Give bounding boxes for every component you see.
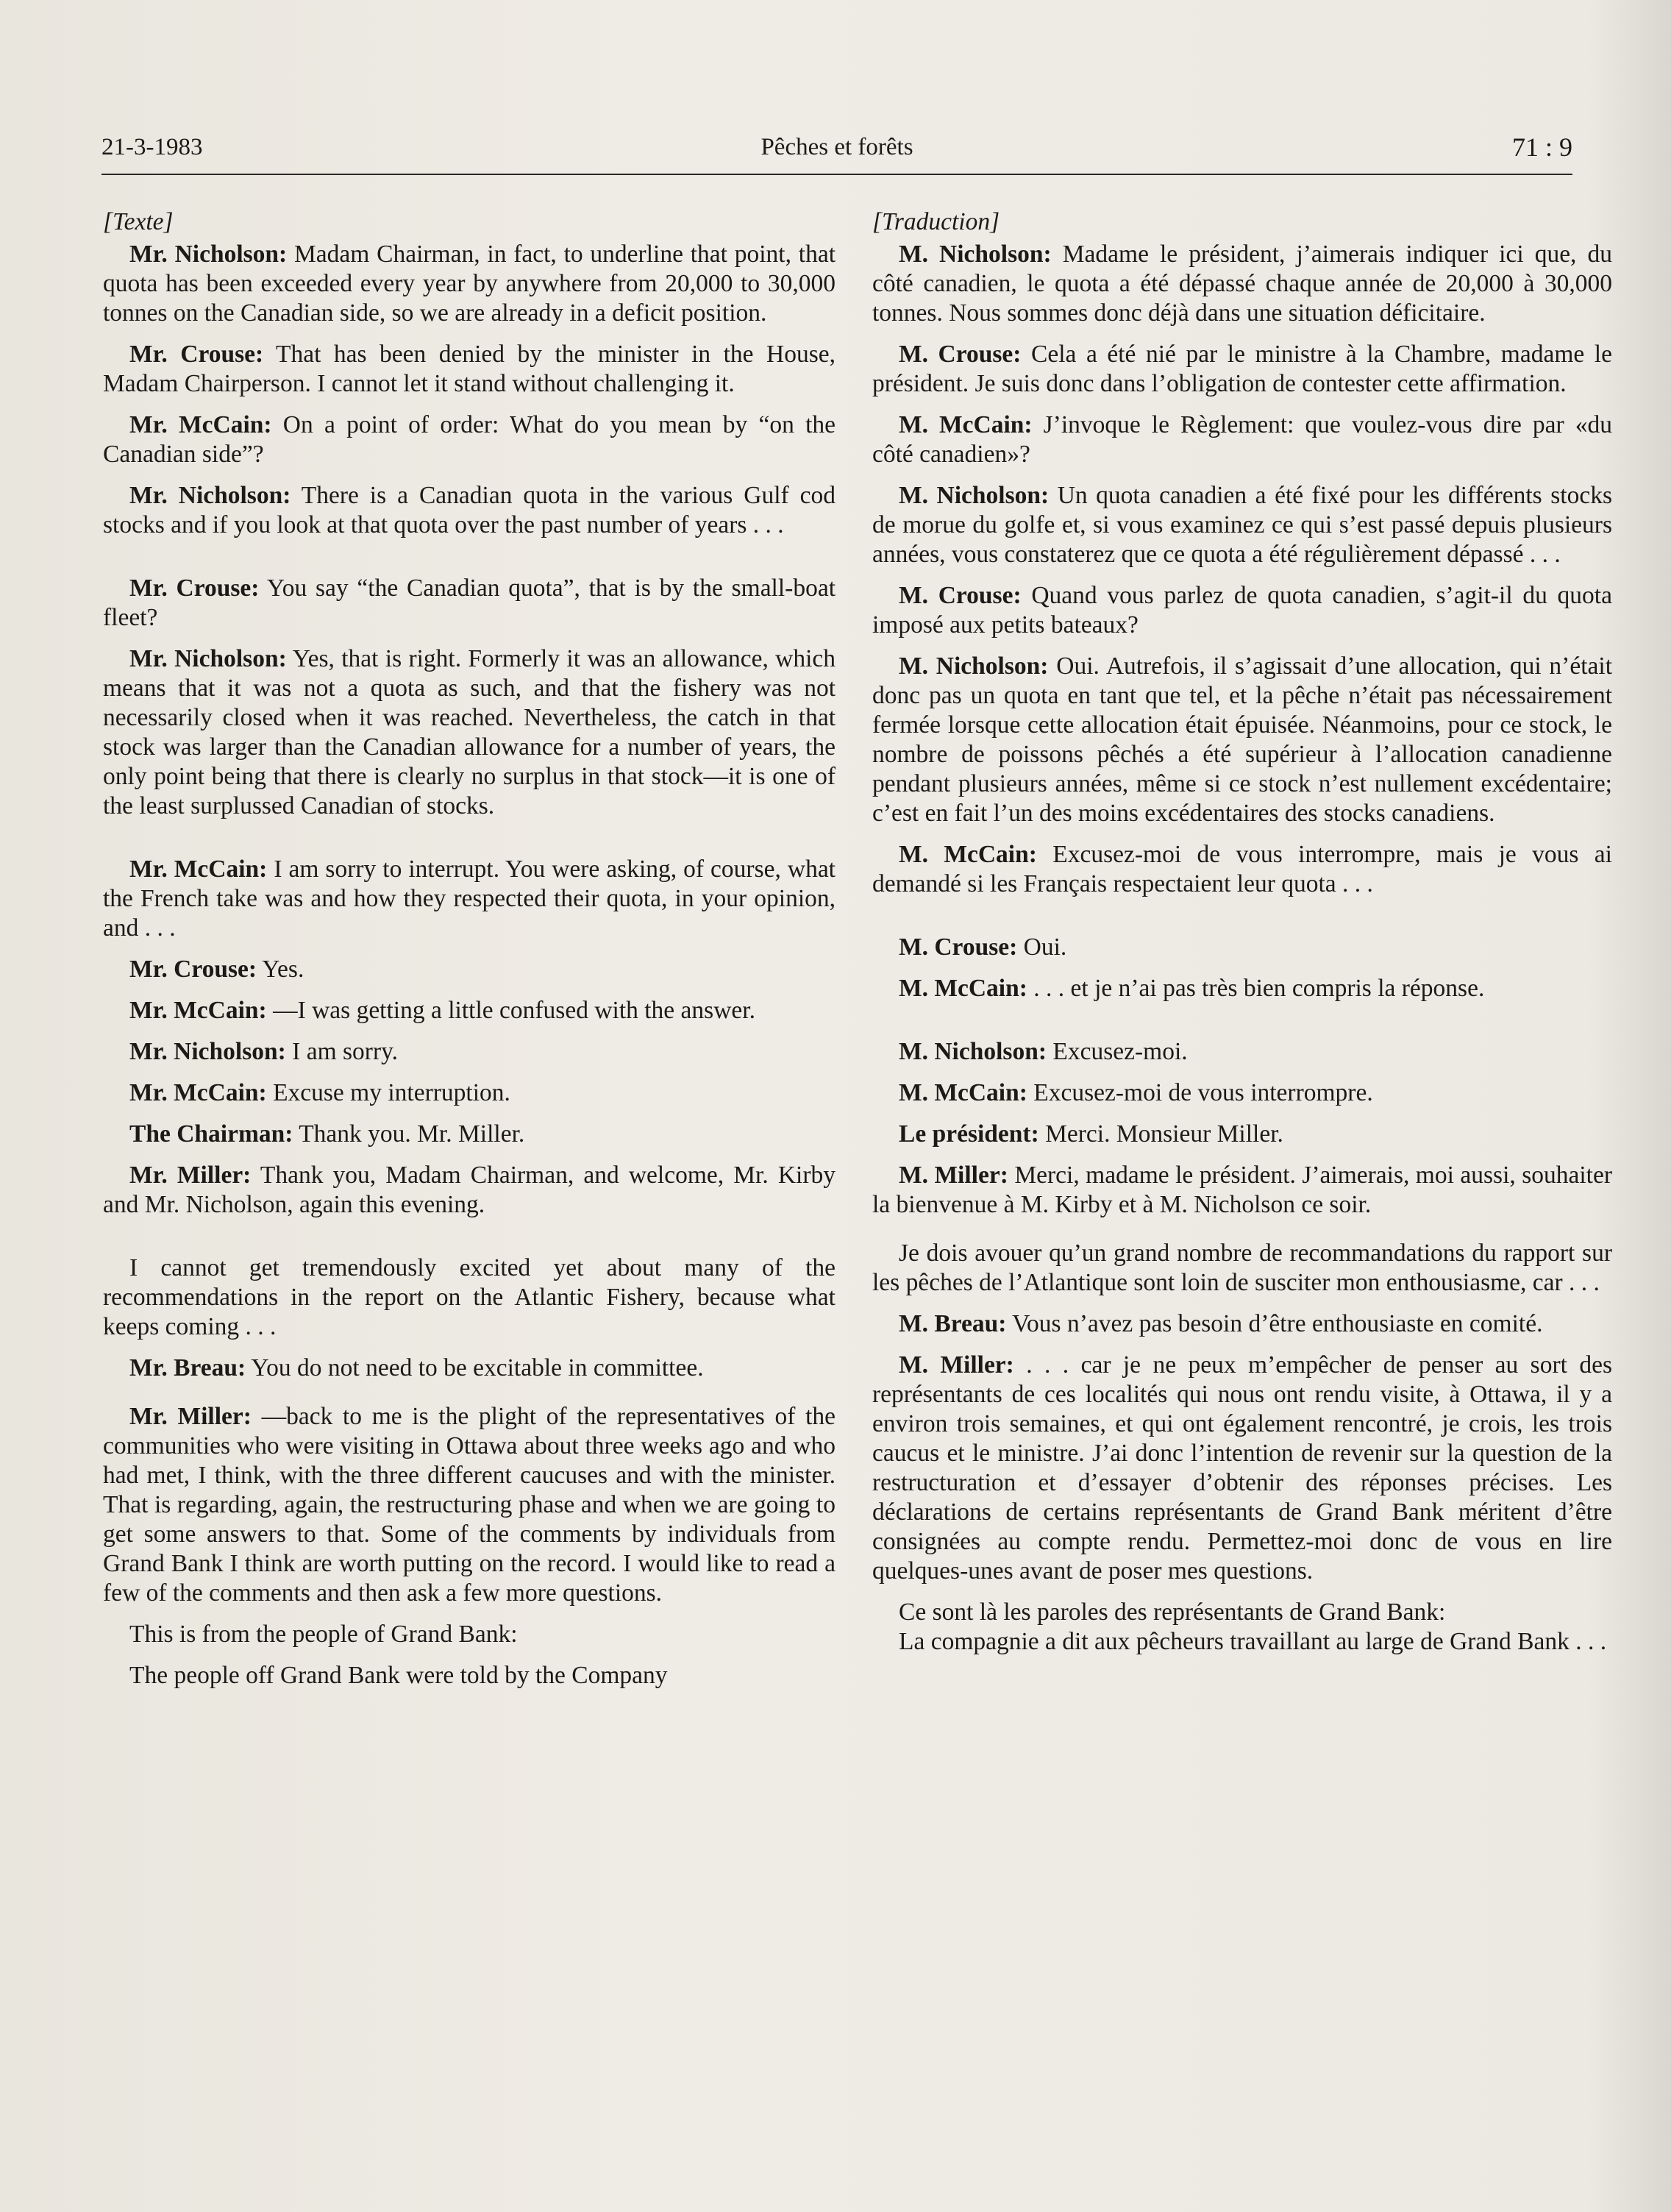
paragraph — [103, 1037, 836, 1067]
speaker: Mr. McCain: — [129, 411, 272, 438]
paragraph — [872, 1037, 1612, 1067]
speech-text: . . . et je n’ai pas très bien compris la réponse. — [1027, 975, 1485, 1002]
speaker: M. Nicholson: — [899, 482, 1050, 509]
paragraph — [872, 1120, 1612, 1149]
speech-text: Traduction — [882, 208, 991, 235]
speech-text: Quand vous parlez de quota canadien, s’agit-il du quota imposé aux petits bateaux? — [872, 582, 1612, 639]
paragraph: I cannot get tremendously excited yet about many of the recommendations in the report on the Atlantic Fishery, because what keeps coming . . . — [103, 1254, 836, 1340]
speech-text: Un quota canadien a été fixé pour les différents stocks de morue du golfe et, si vous examinez ce qui s’est passé depuis plusieurs années, vous constaterez que ce quota a été régulièrement dépassé . . . — [872, 482, 1612, 568]
speaker: M. McCain: — [899, 975, 1027, 1002]
paragraph — [872, 1161, 1612, 1220]
running-header — [101, 125, 1572, 169]
paragraph — [872, 1309, 1612, 1339]
speech-text: Madam Chairman, in fact, to underline that point, that quota has been exceeded every year by anywhere from 20,000 to 30,000 tonnes on the Canadian side, so we are already in a deficit position. — [103, 241, 836, 327]
speaker: Mr. Breau: — [129, 1354, 246, 1381]
speech-text: Yes. — [257, 956, 304, 983]
speaker: M. McCain: — [899, 411, 1033, 438]
paragraph — [103, 1402, 836, 1608]
speech-text: —I was getting a little confused with the answer. — [266, 997, 755, 1024]
paragraph — [872, 1078, 1612, 1108]
speech-text: Excusez-moi de vous interrompre, mais je vous ai demandé si les Français respectaient leur quota . . . — [872, 841, 1612, 897]
paragraph: La compagnie a dit aux pêcheurs travaillant au large de Grand Bank . . . — [899, 1628, 1607, 1655]
paragraph — [103, 574, 836, 633]
speaker: Mr. Nicholson: — [129, 482, 291, 509]
paragraph — [103, 340, 836, 399]
speaker: M. Miller: — [899, 1351, 1014, 1379]
speaker: Mr. Nicholson: — [129, 645, 287, 672]
speaker: Mr. Nicholson: — [129, 241, 288, 268]
speaker: Mr. Miller: — [129, 1403, 252, 1430]
paragraph — [103, 410, 836, 469]
paragraph — [872, 652, 1612, 828]
speech-text: Thank you. Mr. Miller. — [293, 1120, 525, 1148]
speaker: Mr. Miller: — [129, 1162, 252, 1189]
speech-text: Yes, that is right. Formerly it was an allowance, which means that it was not a quota as such, and that the fishery was not necessarily closed when it was reached. Nevertheless, the catch in that stock was larger than the Canadian allowance for a number of years, the only point being that there is clearly no surplus in that stock—it is one of the least surplussed Canadian of stocks. — [103, 645, 836, 819]
paragraph — [103, 855, 836, 943]
speaker: M. Crouse: — [899, 933, 1018, 961]
speaker: Mr. Crouse: — [129, 956, 257, 983]
speaker: M. Nicholson: — [899, 1038, 1047, 1065]
speaker: Mr. McCain: — [129, 997, 267, 1024]
paragraph — [872, 581, 1612, 640]
speaker: M. McCain: — [899, 841, 1037, 868]
paragraph — [103, 1120, 836, 1149]
speech-text: J’invoque le Règlement: que voulez-vous dire par «du côté canadien»? — [872, 411, 1612, 468]
speech-text: Excusez-moi de vous interrompre. — [1027, 1079, 1373, 1106]
language-label: [Texte] — [103, 208, 174, 235]
paragraph — [872, 410, 1612, 469]
speaker: M. Crouse: — [899, 582, 1022, 609]
paragraph — [872, 340, 1612, 399]
speaker: M. Nicholson: — [899, 652, 1049, 680]
paragraph — [103, 1078, 836, 1108]
speech-text: Excuse my interruption. — [266, 1079, 510, 1106]
speech-text: You say “the Canadian quota”, that is by the small-boat fleet? — [103, 575, 836, 631]
speaker: Mr. McCain: — [129, 1079, 267, 1106]
speech-text: There is a Canadian quota in the various Gulf cod stocks and if you look at that quota over the past number of years . . . — [103, 482, 836, 538]
speaker: Mr. Nicholson: — [129, 1038, 286, 1065]
speaker: M. Crouse: — [899, 341, 1022, 368]
language-label: [Traduction] — [872, 208, 1000, 235]
paragraph — [103, 644, 836, 821]
speech-text: Merci. Monsieur Miller. — [1038, 1120, 1283, 1148]
header-rule — [101, 174, 1572, 175]
speaker: The Chairman: — [129, 1120, 293, 1148]
speech-text: On a point of order: What do you mean by “on the Canadian side”? — [103, 411, 836, 468]
speech-text: Oui. Autrefois, il s’agissait d’une allocation, qui n’était donc pas un quota en tant que tel, et la pêche n’était pas nécessairement fermée lorsque cette allocation était épuisée. Néanmoins, pour ce stock, le nombre de poissons pêchés a été supérieur à l’allocation canadienne pendant plusieurs années, même si ce stock n’est nullement excédentaire; c’est en fait l’un des moins excédentaires des stocks canadiens. — [872, 652, 1612, 827]
speech-text: Cela a été nié par le ministre à la Chambre, madame le président. Je suis donc dans l’obligation de contester cette affirmation. — [872, 341, 1612, 397]
speech-text: That has been denied by the minister in the House, Madam Chairperson. I cannot let it stand without challenging it. — [103, 341, 836, 397]
speaker: Mr. McCain: — [129, 856, 268, 883]
speaker: Mr. Crouse: — [129, 575, 260, 602]
speech-text: Excusez-moi. — [1047, 1038, 1188, 1065]
paragraph: Ce sont là les paroles des représentants de Grand Bank: — [899, 1598, 1446, 1626]
paragraph — [872, 481, 1612, 569]
speaker: M. Nicholson: — [899, 241, 1052, 268]
speech-text: —back to me is the plight of the representatives of the communities who were visiting in Ottawa about three weeks ago and who had met, I think, with the three different caucuses and with the minister. That is regarding, again, the restructuring phase and when we are going to get some answers to that. Some of the comments by individuals from Grand Bank I think are worth putting on the record. I would like to read a few of the comments and then ask a few more questions. — [103, 1403, 836, 1607]
paragraph — [872, 1351, 1612, 1586]
english-column — [103, 207, 836, 1690]
paragraph — [872, 240, 1612, 328]
speech-text: Thank you, Madam Chairman, and welcome, Mr. Kirby and Mr. Nicholson, again this evening. — [103, 1162, 836, 1218]
speaker: M. Breau: — [899, 1310, 1007, 1337]
paragraph — [103, 481, 836, 540]
paragraph: The people off Grand Bank were told by the Company — [129, 1662, 668, 1689]
speaker: M. McCain: — [899, 1079, 1027, 1106]
speech-text: Vous n’avez pas besoin d’être enthousiaste en comité. — [1006, 1310, 1543, 1337]
speech-text: You do not need to be excitable in committee. — [246, 1354, 704, 1381]
speech-text: Madame le président, j’aimerais indiquer ici que, du côté canadien, le quota a été dépassé chaque année de 20,000 à 30,000 tonnes. Nous sommes donc déjà dans une situation déficitaire. — [872, 241, 1612, 327]
header-title: Pêches et forêts — [760, 134, 913, 160]
speaker: Mr. Crouse: — [129, 341, 264, 368]
speech-text: I am sorry. — [285, 1038, 399, 1065]
paragraph — [872, 974, 1612, 1003]
paragraph — [103, 955, 836, 984]
header-page-number: 71 : 9 — [1511, 132, 1572, 162]
paragraph — [103, 1354, 836, 1383]
speech-text: Oui. — [1017, 933, 1067, 961]
paragraph: This is from the people of Grand Bank: — [129, 1621, 518, 1648]
paragraph: Je dois avouer qu’un grand nombre de recommandations du rapport sur les pêches de l’Atlantique sont loin de susciter mon enthousiasme, car . . . — [872, 1240, 1612, 1296]
paragraph — [103, 240, 836, 328]
speaker: Le président: — [899, 1120, 1039, 1148]
speech-text: . . . car je ne peux m’empêcher de penser au sort des représentants de ces localités qui nous ont rendu visite, à Ottawa, il y a environ trois semaines, et qui ont également rencontré, je crois, les trois caucus et le ministre. J’ai donc l’intention de revenir sur la question de la restructuration et d’essayer d’obtenir des réponses précises. Les déclarations de certains représentants de Grand Bank méritent d’être consignées au compte rendu. Permettez-moi donc de vous en lire quelques-unes avant de poser mes questions. — [872, 1351, 1612, 1585]
speaker: M. Miller: — [899, 1162, 1008, 1189]
speech-text: I am sorry to interrupt. You were asking, of course, what the French take was and how they respected their quota, in your opinion, and . . . — [103, 856, 836, 942]
speech-text: Merci, madame le président. J’aimerais, moi aussi, souhaiter la bienvenue à M. Kirby et à M. Nicholson ce soir. — [872, 1162, 1612, 1218]
paragraph — [103, 1161, 836, 1220]
paragraph — [103, 996, 836, 1025]
paragraph — [872, 840, 1612, 899]
speech-text: Texte — [113, 208, 164, 235]
paragraph — [872, 933, 1612, 962]
header-date: 21-3-1983 — [101, 134, 203, 160]
french-column — [872, 207, 1612, 1657]
